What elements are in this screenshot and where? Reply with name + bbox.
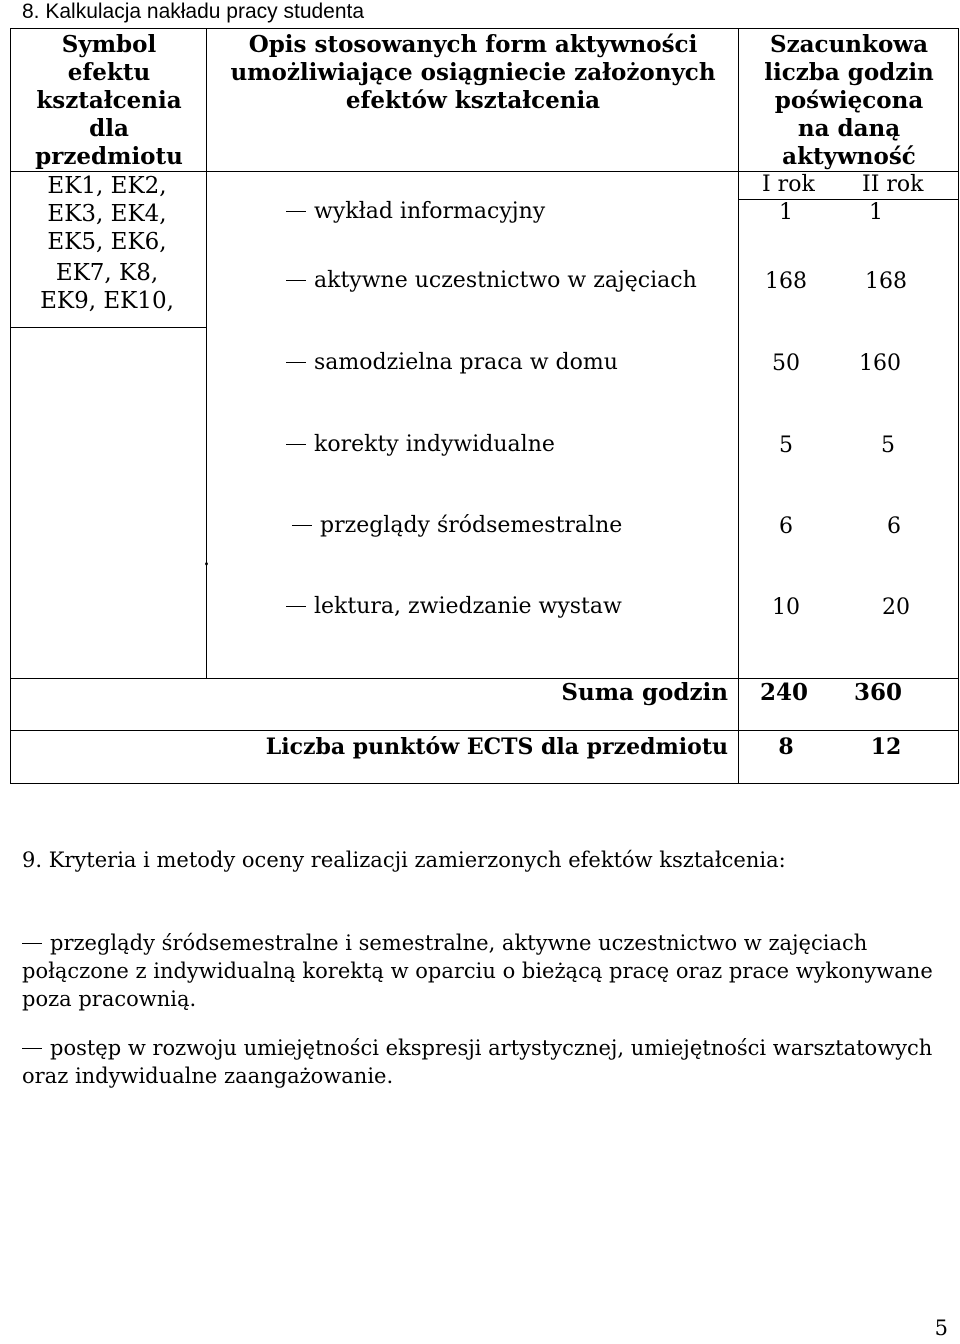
sum-label: Suma godzin	[561, 679, 728, 706]
activity-corrections-year1: 5	[779, 433, 793, 458]
section-8-heading: 8. Kalkulacja nakładu pracy studenta	[22, 0, 365, 23]
table-border-right	[958, 28, 959, 784]
criteria-paragraph-1: przeglądy śródsemestralne i semestralne, aktywne uczestnictwo w zajęciach połączone z indywidualną korektą w oparciu o bieżącą pracę oraz prace wykonywane poza pracownią.	[22, 931, 933, 1011]
table-border-top	[10, 28, 959, 29]
activity-corrections-year2: 5	[881, 433, 895, 458]
header-symbol: Symbol efektu kształcenia dla przedmiotu	[35, 31, 183, 170]
sum-year1: 240	[759, 679, 808, 706]
dash-icon	[286, 280, 306, 281]
ects-year2: 12	[870, 734, 902, 760]
dash-icon	[286, 444, 306, 445]
activity-participation-year1: 168	[765, 269, 807, 294]
ects-row-top	[10, 730, 959, 731]
dash-icon	[292, 525, 312, 526]
stray-dot: .	[203, 546, 210, 571]
activity-homework-year2: 160	[859, 351, 901, 376]
table-border-left	[10, 28, 11, 784]
dash-icon	[22, 1048, 42, 1049]
sum-year2: 360	[853, 679, 902, 706]
table-border-bottom	[10, 783, 959, 784]
symbol-cell-bottom	[10, 327, 207, 328]
header-description: Opis stosowanych form aktywności umożliwiające osiągniecie założonych efektów kształcenia	[230, 31, 716, 114]
activity-lecture-year2: 1	[869, 200, 883, 225]
activity-reviews-year2: 6	[887, 514, 901, 539]
activity-participation-year2: 168	[865, 269, 907, 294]
dash-icon	[286, 606, 306, 607]
sum-row-top	[10, 678, 959, 679]
page-number: 5	[934, 1316, 948, 1340]
year-2-label: II rok	[862, 172, 924, 197]
activity-reading-year2: 20	[882, 595, 910, 620]
activity-reading-year1: 10	[772, 595, 800, 620]
year-1-label: I rok	[762, 172, 815, 197]
dash-icon	[286, 211, 306, 212]
ects-label: Liczba punktów ECTS dla przedmiotu	[265, 734, 728, 760]
activity-row-reviews: przeglądy śródsemestralne	[292, 513, 622, 538]
hours-column-divider	[738, 28, 739, 784]
activity-row-corrections: korekty indywidualne	[286, 432, 555, 457]
header-hours: Szacunkowa liczba godzin poświęcona na daną aktywność	[764, 31, 934, 170]
activity-homework-year1: 50	[772, 351, 800, 376]
activity-row-reading: lektura, zwiedzanie wystaw	[286, 594, 622, 619]
dash-icon	[22, 943, 42, 944]
section-9-heading: 9. Kryteria i metody oceny realizacji zamierzonych efektów kształcenia:	[22, 848, 786, 872]
activity-reviews-year1: 6	[779, 514, 793, 539]
activity-lecture-year1: 1	[779, 200, 793, 225]
activity-row-homework: samodzielna praca w domu	[286, 350, 618, 375]
symbol-column-divider	[206, 28, 207, 678]
criteria-paragraph-2: postęp w rozwoju umiejętności ekspresji artystycznej, umiejętności warsztatowych oraz indywidualne zaangażowanie.	[22, 1036, 933, 1088]
ects-year1: 8	[778, 734, 794, 760]
dash-icon	[286, 362, 306, 363]
activity-row-lecture: wykład informacyjny	[286, 199, 545, 224]
learning-outcome-symbols: EK1, EK2, EK3, EK4, EK5, EK6, EK7, K8, EK9, EK10,	[40, 173, 174, 314]
activity-row-participation: aktywne uczestnictwo w zajęciach	[286, 268, 697, 293]
